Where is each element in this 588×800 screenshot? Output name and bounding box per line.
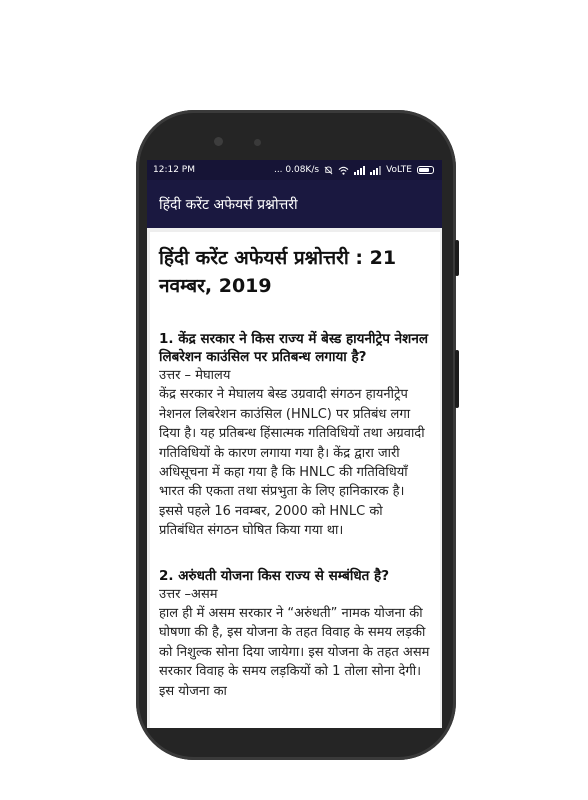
signal-icon <box>354 166 365 175</box>
battery-icon <box>417 166 434 174</box>
question-text: 1. केंद्र सरकार ने किस राज्य में बेस्ड हायनीट्रेप नेशनल लिबरेशन काउंसिल पर प्रतिबन्ध लगाया है? <box>159 331 428 365</box>
status-bar <box>147 160 442 180</box>
speaker-icon <box>254 139 261 146</box>
mute-icon <box>324 166 333 175</box>
answer-text: उत्तर – मेघालय <box>159 368 231 383</box>
question-block <box>159 567 430 701</box>
app-bar-title: हिंदी करेंट अफेयर्स प्रश्नोत्तरी <box>159 196 298 213</box>
answer-text: उत्तर –असम <box>159 586 218 602</box>
network-speed: ... 0.08K/s <box>273 165 320 175</box>
status-icons <box>274 165 434 175</box>
article-content[interactable] <box>150 232 440 728</box>
explanation-text: हाल ही में असम सरकार ने “अरुंधती” नामक योजना की घोषणा की है, इस योजना के तहत विवाह के समय लड़की को निशुल्क सोना दिया जायेगा। इस योजना के तहत असम सरकार विवाह के समय लड़कियों को 1 तोला सोना देगी। इस योजना का <box>159 606 430 699</box>
explanation-text: केंद्र सरकार ने मेघालय बेस्ड उग्रवादी संगठन हायनीट्रेप नेशनल लिबरेशन काउंसिल (HNLC) पर प्रतिबंध लगा दिया है। यह प्रतिबन्ध हिंसात्मक गतिविधियों तथा अग्रवादी गतिविधियों के कारण लगाया गया है। केंद्र द्वारा जारी अधिसूचना में कहा गया है कि HNLC की गतिविधियाँ भारत की एकता तथा संप्रभुता के लिए हानिकारक है। इससे पहले 16 नवम्बर, 2000 को HNLC को प्रतिबंधित संगठन घोषित किया गया था। <box>159 387 425 539</box>
question-text: 2. अरुंधती योजना किस राज्य से सम्बंधित है? <box>159 567 390 584</box>
phone-side-button <box>455 240 459 276</box>
app-bar <box>147 180 442 228</box>
phone-side-button <box>455 350 459 408</box>
status-time: 12:12 PM <box>153 165 195 175</box>
wifi-icon <box>338 166 349 175</box>
signal-icon-2 <box>370 166 381 175</box>
network-type: VoLTE <box>386 165 412 175</box>
front-camera-icon <box>214 137 223 146</box>
article-title: हिंदी करेंट अफेयर्स प्रश्नोत्तरी : 21 नवम्बर, 2019 <box>159 247 397 297</box>
phone-screen <box>147 160 442 728</box>
question-block <box>159 330 430 541</box>
